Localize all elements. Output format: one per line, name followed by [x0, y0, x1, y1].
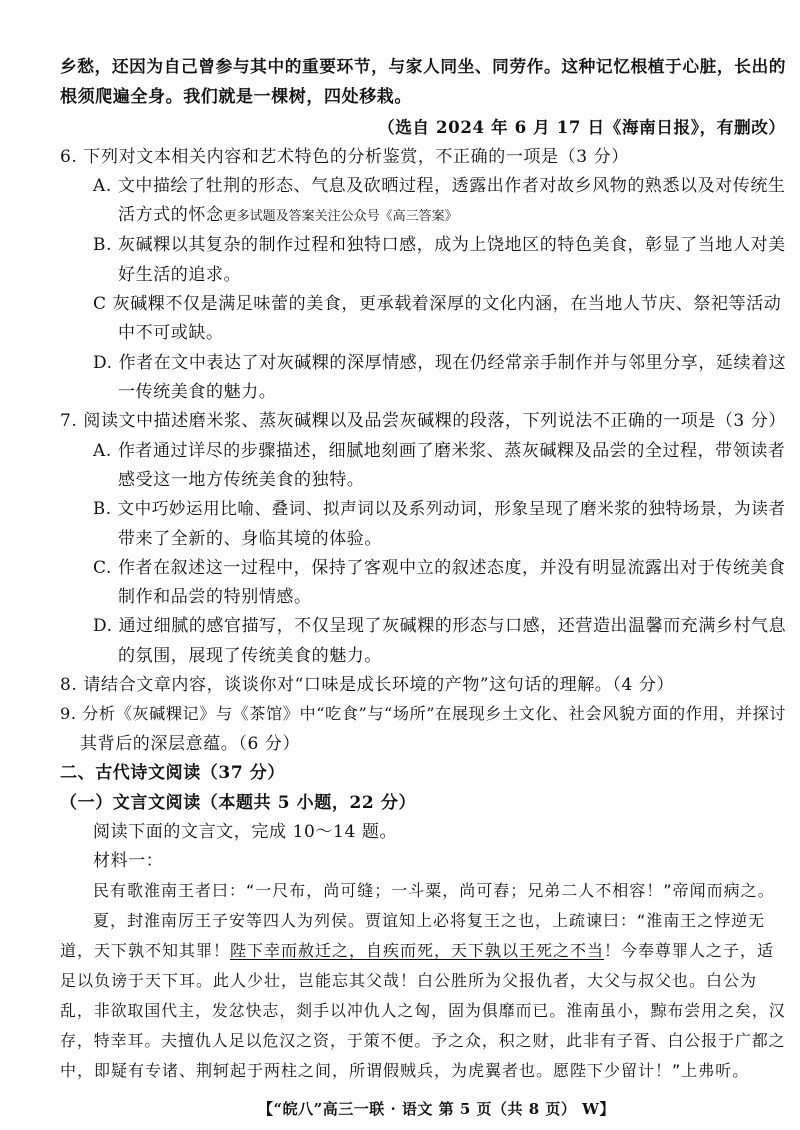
passage-line: 乡愁，还因为自己曾参与其中的重要环节，与家人同坐、同劳作。这种记忆根植于心脏，长出的	[60, 56, 787, 76]
question-6-stem: 6. 下列对文本相关内容和艺术特色的分析鉴赏，不正确的一项是（3 分）	[60, 147, 629, 167]
classical-text-line: 存，特幸耳。夫擅仇人足以危汉之资，于策不便。予之众，积之财，此非有子胥、白公报于广都之	[60, 1031, 786, 1050]
q7-option-b: B. 文中巧妙运用比喻、叠词、拟声词以及系列动词，形象呈现了磨米浆的独特场景，为读者	[93, 499, 786, 518]
page-footer: 【“皖八”高三一联 · 语文 第 5 页（共 8 页） W】	[258, 1100, 615, 1118]
q7-option-d: D. 通过细腻的感官描写，不仅呈现了灰碱粿的形态与口感，还营造出温馨而充满乡村气息	[93, 616, 787, 636]
q7-option-b-cont: 带来了全新的、身临其境的体验。	[118, 529, 382, 549]
classical-text-line	[60, 940, 774, 962]
question-9-stem-cont: 其背后的深层意蕴。（6 分）	[80, 734, 301, 754]
classical-text-line: 夏，封淮南厉王子安等四人为列侯。贾谊知上必将复王之也，上疏谏曰：“淮南王之悖逆无	[93, 911, 766, 930]
material-label: 材料一：	[93, 851, 164, 871]
q7-option-a-cont: 感受这一地方传统美食的独特。	[118, 470, 365, 490]
section-title: 二、古代诗文阅读（37 分）	[60, 763, 285, 783]
passage-source: （选自 2024 年 6 月 17 日《海南日报》，有删改）	[378, 117, 786, 137]
q6-option-c-cont: 中不可或缺。	[118, 323, 224, 343]
classical-text-line: 乱，非欲取国代主，发忿快志，剡手以冲仇人之匈，固为俱靡而已。淮南虽小，黥布尝用之矣，汉	[60, 1001, 786, 1020]
question-9-stem: 9. 分析《灰碱粿记》与《茶馆》中“吃食”与“场所”在展现乡土文化、社会风貌方面的作用，并探讨	[60, 704, 787, 723]
underlined-sentence: 陛下幸而赦迁之，自疾而死，天下孰以王死之不当	[230, 941, 605, 960]
q7-option-a: A. 作者通过详尽的步骤描述，细腻地刻画了磨米浆、蒸灰碱粿及品尝的全过程，带领读者	[93, 441, 786, 461]
question-8-stem: 8. 请结合文章内容，谈谈你对“口味是成长环境的产物”这句话的理解。（4 分）	[60, 675, 675, 695]
classical-text-line: 民有歌淮南王者曰：“一尺布，尚可缝；一斗粟，尚可舂；兄弟二人不相容！”帝闻而病之。	[93, 881, 775, 900]
q6-option-a-cont	[118, 204, 458, 228]
classical-text-segment: 道，天下孰不知其罪！	[60, 941, 231, 960]
classical-text-segment: ！今奉尊罪人之子，适	[604, 941, 775, 960]
promo-text: 更多试题及答案关注公众号《高三答案》	[223, 209, 458, 224]
q6-option-d-cont: 一传统美食的魅力。	[118, 382, 277, 402]
classical-text-line: 足以负谤于天下耳。此人少壮，岂能忘其父哉！白公胜所为父报仇者，大父与叔父也。白公为	[60, 971, 758, 990]
q6-option-b: B. 灰碱粿以其复杂的制作过程和独特口感，成为上饶地区的特色美食，彰显了当地人对美	[93, 235, 786, 255]
reading-instruction: 阅读下面的文言文，完成 10～14 题。	[93, 822, 398, 842]
q6-option-b-cont: 好生活的追求。	[118, 265, 242, 285]
question-7-stem: 7. 阅读文中描述磨米浆、蒸灰碱粿以及品尝灰碱粿的段落，下列说法不正确的一项是（3 分）	[60, 411, 786, 431]
q6-option-a: A. 文中描绘了牡荆的形态、气息及砍晒过程，透露出作者对故乡风物的熟悉以及对传统生	[93, 176, 786, 196]
q7-option-c-cont: 制作和品尝的特别情感。	[118, 587, 312, 607]
q6-option-a-text: 活方式的怀念	[118, 205, 224, 225]
classical-text-line: 中，即疑有专诸、荆轲起于两柱之间，所谓假贼兵，为虎翼者也。愿陛下少留计！”上弗听。	[60, 1061, 750, 1080]
subsection-title: （一）文言文阅读（本题共 5 小题，22 分）	[60, 793, 417, 813]
q7-option-c: C. 作者在叙述这一过程中，保持了客观中立的叙述态度，并没有明显流露出对于传统美食	[93, 558, 786, 578]
q6-option-d: D. 作者在文中表达了对灰碱粿的深厚情感，现在仍经常亲手制作并与邻里分享，延续着这	[93, 353, 787, 373]
q6-option-c: C 灰碱粿不仅是满足味蕾的美食，更承载着深厚的文化内涵，在当地人节庆、祭祀等活动	[93, 294, 782, 314]
passage-line: 根须爬遍全身。我们就是一棵树，四处移栽。	[60, 87, 412, 107]
q7-option-d-cont: 的氛围，展现了传统美食的魅力。	[118, 646, 382, 666]
